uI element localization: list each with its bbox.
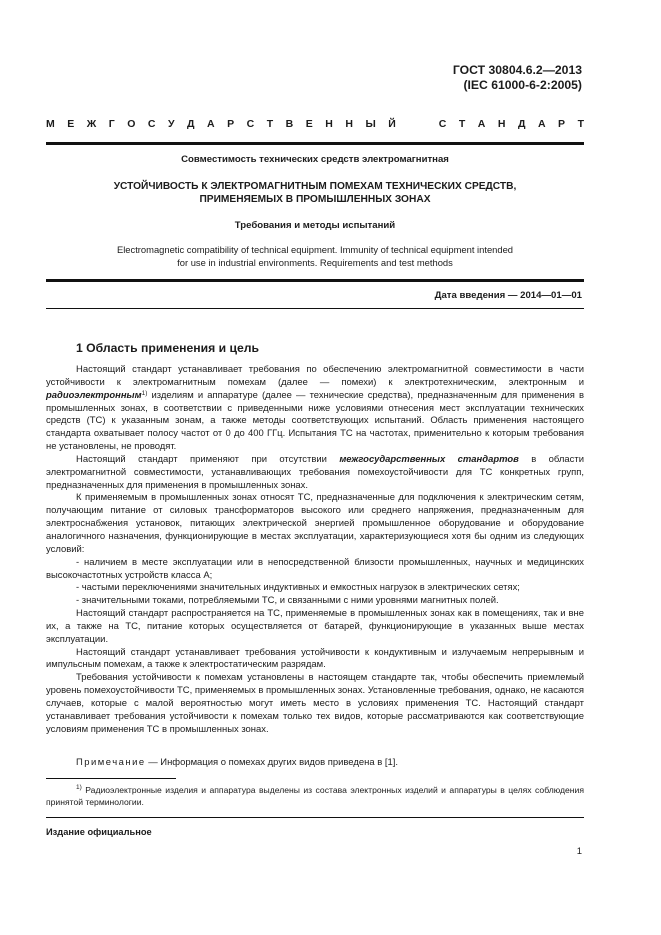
english-title-line: for use in industrial environments. Requirements and test methods (177, 256, 453, 268)
note-label: Примечание (76, 757, 146, 768)
main-title-line: УСТОЙЧИВОСТЬ К ЭЛЕКТРОМАГНИТНЫМ ПОМЕХАМ ТЕХНИЧЕСКИХ СРЕДСТВ, (113, 181, 517, 192)
banner-letter: Д (517, 118, 526, 130)
banner-letter: Н (325, 118, 333, 130)
banner-letter: С (147, 118, 156, 130)
banner-letter: Н (345, 118, 353, 130)
banner-letter: Н (497, 118, 506, 130)
banner-letter: Д (187, 118, 195, 130)
paragraph-text: изделиям и аппаратуре (далее — технические средства), предназначенным для применения в промышленных зонах, в соответствии с приведенными ниже условиями отнесения мест эксплуатации технических средств (ТС) к указанным зонам, а также методы соответствующих испытаний. Область применения настоящего стандарта охватывает полосу частот от 0 до 400 ГГц. Испытания ТС на частотах, применительно к которым требования не установлены, не проводят. (46, 389, 584, 453)
introduction-date: Дата введения — 2014—01—01 (434, 290, 582, 301)
main-title (46, 180, 584, 206)
banner-letter: Й (388, 118, 396, 130)
paragraph-text: Настоящий стандарт устанавливает требования по обеспечению электромагнитной совместимости в части устойчивости к электромагнитным помехам (далее — помехи) к электротехническим, электронным и (46, 364, 584, 388)
footnote (46, 784, 584, 808)
banner-letter: Р (227, 118, 235, 130)
footnote-divider (46, 778, 176, 779)
list-item: - частыми переключениями значительных индуктивных и емкостных нагрузок в электрических сетях; (76, 582, 520, 594)
banner-gap (408, 118, 426, 130)
main-title-line: ПРИМЕНЯЕМЫХ В ПРОМЫШЛЕННЫХ ЗОНАХ (199, 194, 431, 205)
footnote-marker: 1) (76, 784, 82, 791)
section-heading: 1 Область применения и цель (76, 341, 259, 355)
date-divider (46, 308, 584, 309)
banner-letter: В (285, 118, 294, 130)
banner-letter: С (246, 118, 255, 130)
footnote-reference[interactable]: 1) (141, 389, 148, 397)
paragraph: К применяемым в промышленных зонах относят ТС, предназначенные для подключения к электрическим сетям, получающим питание от силовых трансформаторов высокого или среднего напряжения, предназначенным для электроснабжения установок, питающих электрической энергией промышленное оборудование и оборудование аналогичного назначения, функционирующие в местах эксплуатации, характеризующиеся хотя бы одним из следующих условий: (46, 492, 584, 555)
paragraph: Настоящий стандарт устанавливает требования устойчивости к кондуктивным и излучаемым непрерывным и импульсным помехам, а также к электростатическим разрядам. (46, 646, 584, 671)
emphasized-term: радиоэлектронным (46, 389, 142, 401)
banner-letter: Г (108, 118, 115, 130)
banner-letter: А (477, 118, 486, 130)
paragraph (46, 454, 584, 493)
banner-letter: Е (67, 118, 75, 130)
interstate-standard-banner (46, 118, 584, 130)
banner-letter: Ж (86, 118, 97, 130)
standard-code-iec: (IEC 61000-6-2:2005) (463, 78, 582, 92)
footnote-text: Радиоэлектронные изделия и аппаратура выделены из состава электронных изделий и аппаратуры в целях соблюдения принятой терминологии. (46, 785, 584, 807)
official-edition-label: Издание официальное (46, 827, 152, 837)
banner-letter: А (537, 118, 546, 130)
emphasized-term: межгосударственных стандартов (339, 453, 519, 465)
standard-code-gost: ГОСТ 30804.6.2—2013 (452, 63, 582, 77)
footnote-bottom-divider (46, 817, 584, 818)
banner-letter: О (127, 118, 136, 130)
english-title (46, 244, 584, 269)
banner-letter: Ы (365, 118, 376, 130)
standard-code (453, 63, 582, 93)
requirements-title: Требования и методы испытаний (234, 220, 396, 231)
paragraph-text: в области электромагнитной совместимости, устанавливающих требования помехоустойчивости для ТС конкретных групп, предназначенных для применения в промышленных зонах. (46, 453, 584, 491)
banner-letter: М (46, 118, 55, 130)
english-title-line: Electromagnetic compatibility of technical equipment. Immunity of technical equipment intended (116, 244, 514, 255)
banner-letter: Т (458, 118, 466, 130)
title-bottom-divider (46, 279, 584, 282)
footnote-paragraph (46, 784, 584, 808)
paragraph: Требования устойчивости к помехам установлены в настоящем стандарте так, чтобы обеспечить приемлемый уровень помехоустойчивости ТС, применяемых в промышленных зонах. Установленные требования, однако, не касаются случаев, которые с малой вероятностью могут иметь место в условиях применения ТС. Настоящий стандарт устанавливает требования устойчивости к помехам только тех видов, которые рассматриваются как соответствующие условиям применения ТС в промышленных зонах. (46, 672, 584, 735)
banner-letter: А (207, 118, 215, 130)
banner-letter: Т (577, 118, 584, 130)
page-number: 1 (576, 846, 582, 857)
subtitle: Совместимость технических средств электромагнитная (181, 154, 449, 165)
banner-letter: Т (266, 118, 274, 130)
banner-letter: У (167, 118, 175, 130)
paragraph: Настоящий стандарт распространяется на ТС, применяемые в промышленных зонах как в помещениях, так и вне их, а также на ТС, питание которых осуществляется от батарей, функционирующие в указанных выше местах эксплуатации. (46, 608, 584, 645)
paragraph (46, 364, 584, 454)
top-divider (46, 142, 584, 145)
note-text: — Информация о помехах других видов приведена в [1]. (145, 757, 398, 768)
note (76, 757, 398, 768)
banner-letter: Е (305, 118, 313, 130)
list-item: - наличием в месте эксплуатации или в непосредственной близости промышленных, научных и медицинских высокочастотных устройств класса А; (46, 556, 584, 581)
banner-letter: С (438, 118, 447, 130)
paragraph-text: Настоящий стандарт применяют при отсутствии (76, 453, 340, 465)
list-item: - значительными токами, потребляемыми ТС, и связанными с ними уровнями магнитных полей. (76, 595, 499, 607)
section-body (46, 364, 584, 736)
banner-letter: Р (558, 118, 566, 130)
